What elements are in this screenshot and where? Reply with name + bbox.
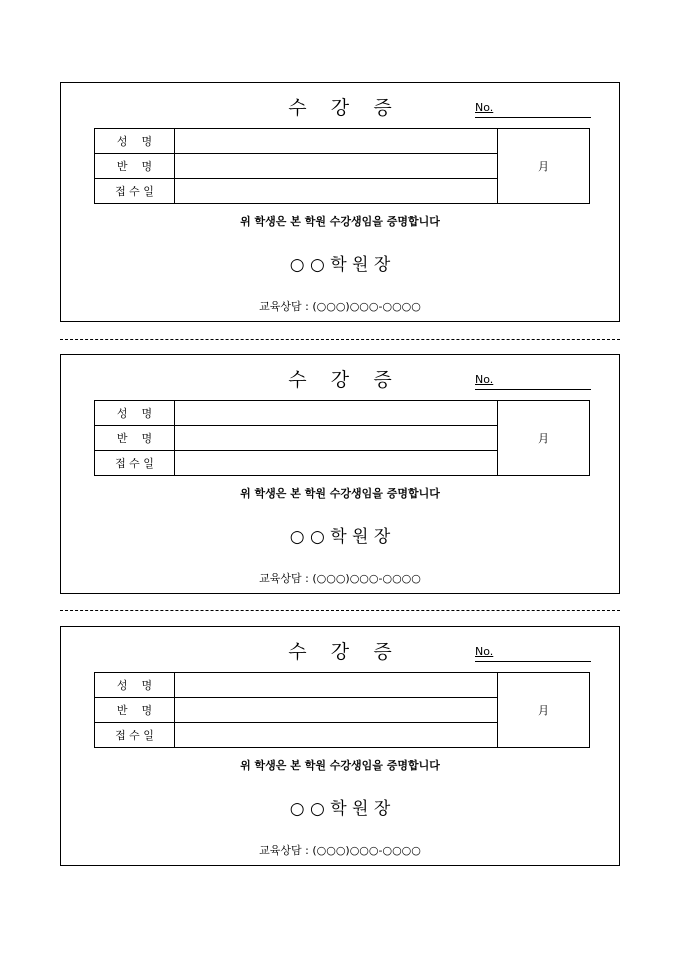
name-value-cell	[175, 673, 498, 698]
date-label: 접 수 일	[95, 451, 175, 476]
info-table	[94, 400, 590, 476]
name-value-cell	[175, 129, 498, 154]
name-label: 성 명	[95, 673, 175, 698]
number-field	[475, 101, 591, 118]
certification-statement: 위 학생은 본 학원 수강생임을 증명합니다	[240, 759, 440, 772]
card-title: 수 강 증	[288, 97, 392, 119]
academy-director: ○ ○ 학 원 장	[289, 527, 391, 547]
academy-director: ○ ○ 학 원 장	[289, 799, 391, 819]
card-title: 수 강 증	[288, 369, 392, 391]
certification-statement: 위 학생은 본 학원 수강생임을 증명합니다	[240, 215, 440, 228]
class-value-cell	[175, 698, 498, 723]
academy-director: ○ ○ 학 원 장	[289, 255, 391, 275]
month-cell: 月	[498, 401, 590, 476]
class-value-cell	[175, 154, 498, 179]
info-table	[94, 672, 590, 748]
month-cell: 月	[498, 129, 590, 204]
info-table	[94, 128, 590, 204]
number-field	[475, 645, 591, 662]
date-label: 접 수 일	[95, 179, 175, 204]
class-label: 반 명	[95, 154, 175, 179]
enrollment-card-3	[60, 626, 620, 866]
table-row	[95, 401, 590, 426]
number-label: No.	[475, 373, 494, 386]
number-field	[475, 373, 591, 390]
date-value-cell	[175, 451, 498, 476]
enrollment-card-2	[60, 354, 620, 594]
contact-info: 교육상담 : (○○○)○○○-○○○○	[259, 300, 421, 313]
number-label: No.	[475, 101, 494, 114]
name-value-cell	[175, 401, 498, 426]
date-label: 접 수 일	[95, 723, 175, 748]
table-row	[95, 673, 590, 698]
date-value-cell	[175, 179, 498, 204]
cut-line-divider	[60, 339, 620, 340]
date-value-cell	[175, 723, 498, 748]
class-label: 반 명	[95, 426, 175, 451]
enrollment-card-1	[60, 82, 620, 322]
card-title: 수 강 증	[288, 641, 392, 663]
table-row	[95, 129, 590, 154]
name-label: 성 명	[95, 401, 175, 426]
name-label: 성 명	[95, 129, 175, 154]
certification-statement: 위 학생은 본 학원 수강생임을 증명합니다	[240, 487, 440, 500]
class-label: 반 명	[95, 698, 175, 723]
cut-line-divider	[60, 610, 620, 611]
contact-info: 교육상담 : (○○○)○○○-○○○○	[259, 572, 421, 585]
number-label: No.	[475, 645, 494, 658]
contact-info: 교육상담 : (○○○)○○○-○○○○	[259, 844, 421, 857]
class-value-cell	[175, 426, 498, 451]
month-cell: 月	[498, 673, 590, 748]
